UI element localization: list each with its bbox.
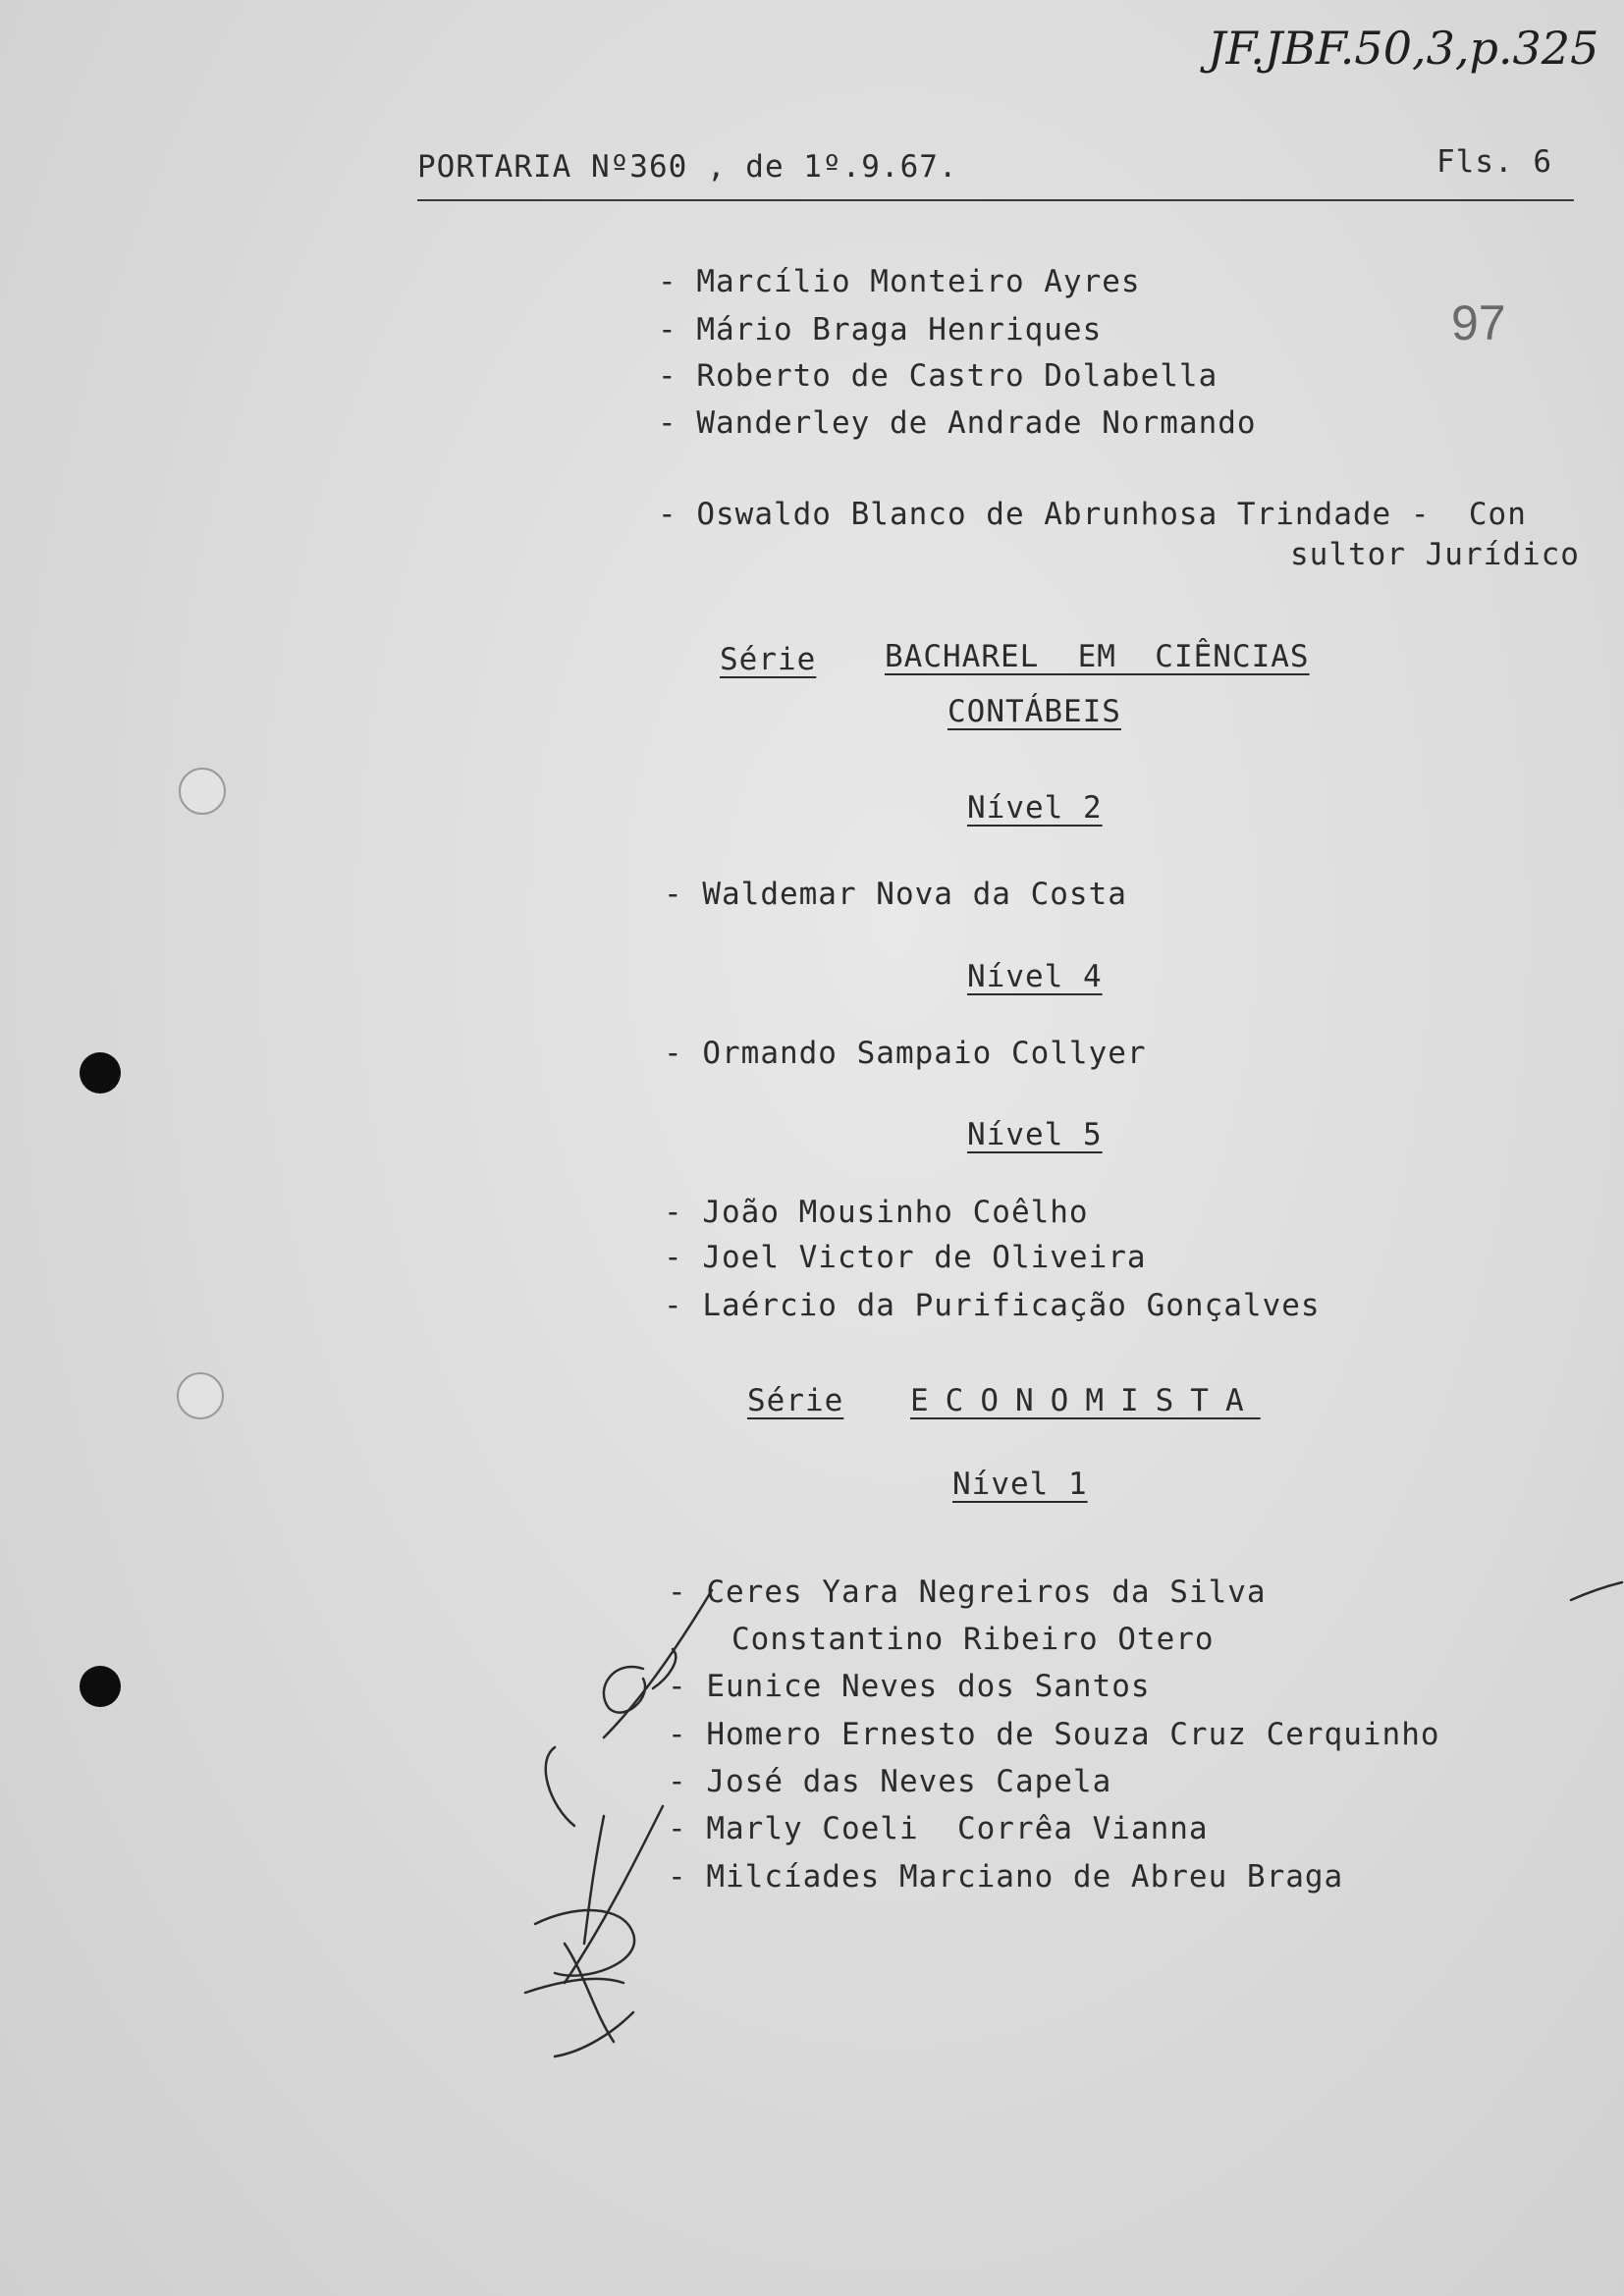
name-item: - Ceres Yara Negreiros da Silva: [668, 1575, 1267, 1610]
punch-hole-empty: [179, 768, 226, 815]
name-item: - Wanderley de Andrade Normando: [658, 405, 1257, 441]
serie-label: Série: [720, 642, 817, 677]
nivel-heading: Nível 2: [967, 790, 1103, 826]
consultor-line-1: - Oswaldo Blanco de Abrunhosa Trindade - Con: [658, 497, 1527, 532]
name-item: - Homero Ernesto de Souza Cruz Cerquinho: [668, 1717, 1440, 1752]
name-item: - Mário Braga Henriques: [658, 312, 1103, 347]
header-divider: [417, 199, 1574, 201]
name-item: - Milcíades Marciano de Abreu Braga: [668, 1859, 1344, 1895]
handwritten-initials: [496, 1551, 722, 2061]
name-item: - Ormando Sampaio Collyer: [664, 1036, 1147, 1071]
nivel-heading: Nível 1: [952, 1467, 1088, 1502]
name-item: - João Mousinho Coêlho: [664, 1195, 1089, 1230]
punch-hole-filled: [80, 1666, 121, 1707]
consultor-line-2: sultor Jurídico: [1290, 537, 1580, 572]
folio-number: Fls. 6: [1436, 144, 1552, 180]
portaria-heading: PORTARIA Nº360 , de 1º.9.67.: [417, 149, 958, 185]
nivel-heading: Nível 4: [967, 959, 1103, 994]
page-number-stamp: 97: [1451, 295, 1506, 350]
margin-pen-stroke: [1569, 1580, 1624, 1604]
serie-title-line-1: BACHAREL EM CIÊNCIAS: [885, 639, 1310, 674]
name-item: - Marcílio Monteiro Ayres: [658, 264, 1141, 299]
archive-reference: JF.JBF.50,3,p.325: [1208, 22, 1599, 75]
name-item: - José das Neves Capela: [668, 1764, 1112, 1799]
name-item: - Joel Victor de Oliveira: [664, 1240, 1147, 1275]
punch-hole-empty: [177, 1372, 224, 1419]
name-item: Constantino Ribeiro Otero: [731, 1622, 1215, 1657]
name-item: - Laércio da Purificação Gonçalves: [664, 1288, 1321, 1323]
serie-title: ECONOMISTA: [910, 1383, 1261, 1418]
name-item: - Marly Coeli Corrêa Vianna: [668, 1811, 1209, 1846]
name-item: - Roberto de Castro Dolabella: [658, 358, 1218, 394]
punch-hole-filled: [80, 1052, 121, 1094]
serie-title-line-2: CONTÁBEIS: [947, 694, 1121, 729]
name-item: - Eunice Neves dos Santos: [668, 1669, 1151, 1704]
serie-label: Série: [747, 1383, 844, 1418]
nivel-heading: Nível 5: [967, 1117, 1103, 1152]
name-item: - Waldemar Nova da Costa: [664, 877, 1127, 912]
